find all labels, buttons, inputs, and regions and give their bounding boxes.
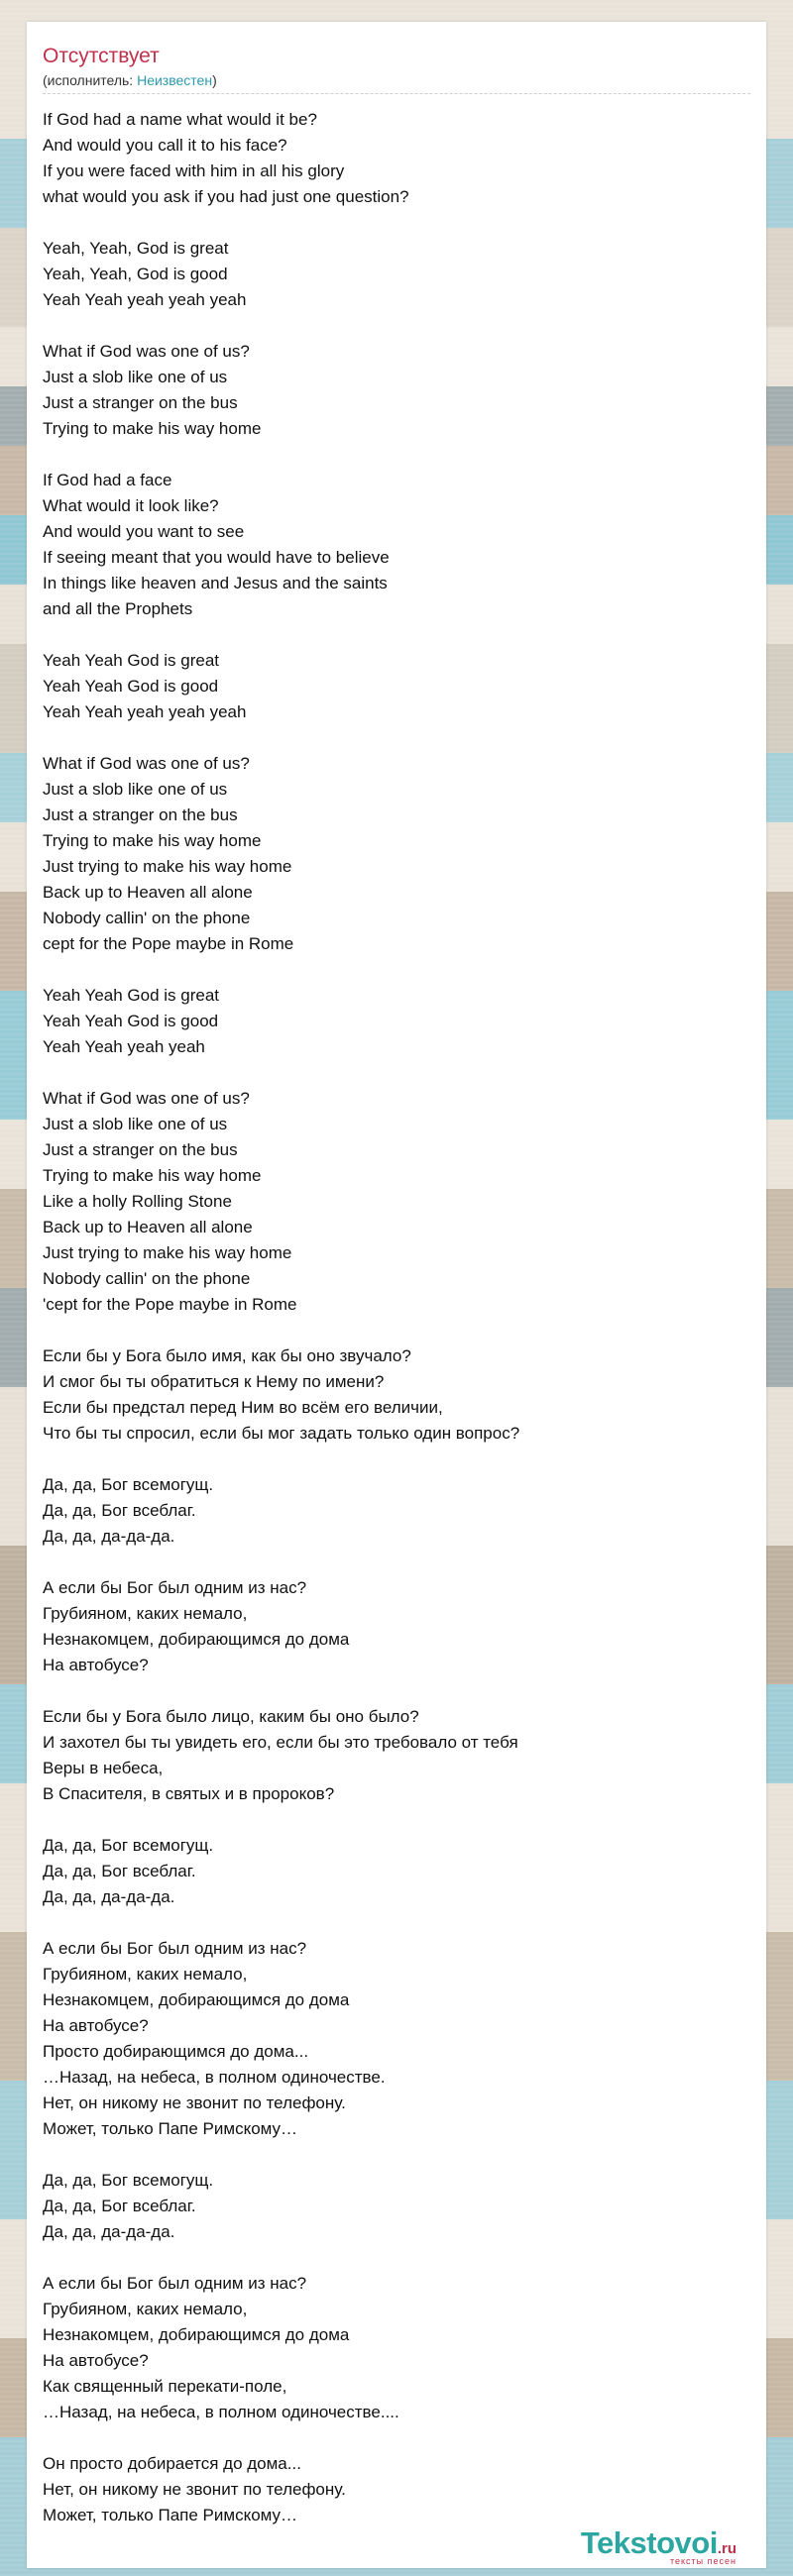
lyric-line: Если бы предстал перед Ним во всём его величии,	[43, 1398, 443, 1417]
lyric-line: В Спасителя, в святых и в пророков?	[43, 1784, 335, 1803]
lyric-line: А если бы Бог был одним из нас?	[43, 2274, 307, 2293]
lyric-line: Веры в небеса,	[43, 1759, 164, 1777]
lyric-line: Yeah Yeah God is good	[43, 1012, 219, 1030]
lyric-line: Back up to Heaven all alone	[43, 883, 253, 902]
stanza-gap	[43, 442, 756, 468]
lyric-line: Да, да, да-да-да.	[43, 1527, 175, 1546]
stanza-gap	[43, 1060, 756, 1086]
logo-main-text: Tekstovoi	[580, 2525, 718, 2560]
lyric-line: Может, только Папе Римскому…	[43, 2119, 298, 2138]
lyric-line: Just a stranger on the bus	[43, 1140, 238, 1159]
lyric-line: what would you ask if you had just one question?	[43, 187, 409, 206]
logo-tld: .ru	[717, 2540, 736, 2557]
lyric-line: Just a stranger on the bus	[43, 393, 238, 412]
lyric-line: In things like heaven and Jesus and the saints	[43, 574, 388, 592]
stanza-gap	[43, 1447, 756, 1472]
lyric-line: На автобусе?	[43, 2016, 149, 2035]
lyric-line: Да, да, Бог всемогущ.	[43, 2171, 214, 2190]
artist-line	[43, 71, 217, 89]
lyric-line: И смог бы ты обратиться к Нему по имени?	[43, 1372, 385, 1391]
lyric-line: What if God was one of us?	[43, 1089, 250, 1108]
stanza-gap	[43, 957, 756, 983]
lyric-line: А если бы Бог был одним из нас?	[43, 1578, 307, 1597]
lyric-line: Trying to make his way home	[43, 831, 262, 850]
lyric-line: Back up to Heaven all alone	[43, 1218, 253, 1236]
lyric-line: Да, да, Бог всеблаг.	[43, 1501, 196, 1520]
lyric-line: Trying to make his way home	[43, 419, 262, 438]
header-divider	[43, 93, 750, 94]
lyric-line: Just a slob like one of us	[43, 368, 228, 386]
lyric-line: What would it look like?	[43, 496, 219, 515]
lyric-line: …Назад, на небеса, в полном одиночестве.	[43, 2068, 386, 2087]
lyric-line: Грубияном, каких немало,	[43, 1965, 248, 1984]
stanza-gap	[43, 2142, 756, 2168]
stanza-gap	[43, 2245, 756, 2271]
artist-prefix: (исполнитель:	[43, 72, 138, 88]
lyric-line: 'cept for the Pope maybe in Rome	[43, 1295, 297, 1314]
stanza-gap	[43, 1910, 756, 1936]
lyric-line: И захотел бы ты увидеть его, если бы это требовало от тебя	[43, 1733, 518, 1752]
lyric-line: Да, да, да-да-да.	[43, 1887, 175, 1906]
lyric-line: На автобусе?	[43, 2351, 149, 2370]
lyric-line: And would you call it to his face?	[43, 136, 287, 155]
lyric-line: Он просто добирается до дома...	[43, 2454, 301, 2473]
logo-tagline: тексты песен	[669, 2556, 736, 2566]
lyric-line: Да, да, Бог всемогущ.	[43, 1836, 214, 1855]
lyric-line: Нет, он никому не звонит по телефону.	[43, 2480, 346, 2499]
lyrics-body	[43, 107, 756, 2528]
stanza-gap	[43, 1550, 756, 1575]
lyric-line: Yeah, Yeah, God is great	[43, 239, 229, 258]
lyric-line: Just trying to make his way home	[43, 1243, 292, 1262]
lyric-line: Yeah Yeah God is great	[43, 986, 220, 1005]
lyric-line: Yeah Yeah God is good	[43, 677, 219, 696]
lyric-line: Просто добирающимся до дома...	[43, 2042, 309, 2061]
lyrics-card	[27, 22, 766, 2568]
lyric-line: …Назад, на небеса, в полном одиночестве....	[43, 2403, 399, 2421]
lyric-line: Да, да, Бог всемогущ.	[43, 1475, 214, 1494]
song-title: Отсутствует	[43, 45, 160, 67]
lyric-line: What if God was one of us?	[43, 342, 250, 361]
lyric-line: Like a holly Rolling Stone	[43, 1192, 232, 1211]
lyric-line: Грубияном, каких немало,	[43, 2300, 248, 2318]
artist-suffix: )	[212, 72, 217, 88]
lyric-line: Нет, он никому не звонит по телефону.	[43, 2093, 346, 2112]
lyric-line: Yeah Yeah God is great	[43, 651, 220, 670]
lyric-line: Если бы у Бога было имя, как бы оно звучало?	[43, 1346, 411, 1365]
lyric-line: Незнакомцем, добирающимся до дома	[43, 2325, 350, 2344]
lyric-line: If you were faced with him in all his glory	[43, 161, 345, 180]
lyric-line: Да, да, Бог всеблаг.	[43, 1862, 196, 1880]
lyric-line: If God had a name what would it be?	[43, 110, 317, 129]
lyric-line: А если бы Бог был одним из нас?	[43, 1939, 307, 1958]
lyric-line: Незнакомцем, добирающимся до дома	[43, 1630, 350, 1649]
lyric-line: Грубияном, каких немало,	[43, 1604, 248, 1623]
lyric-line: Nobody callin' on the phone	[43, 909, 251, 927]
lyric-line: Just a slob like one of us	[43, 780, 228, 799]
lyric-line: Да, да, да-да-да.	[43, 2222, 175, 2241]
lyric-line: Если бы у Бога было лицо, каким бы оно было?	[43, 1707, 419, 1726]
lyric-line: Just a slob like one of us	[43, 1115, 228, 1133]
lyric-line: Может, только Папе Римскому…	[43, 2506, 298, 2524]
lyric-line: Как священный перекати-поле,	[43, 2377, 287, 2396]
stanza-gap	[43, 622, 756, 648]
lyric-line: Что бы ты спросил, если бы мог задать только один вопрос?	[43, 1424, 520, 1443]
lyric-line: and all the Prophets	[43, 599, 193, 618]
lyric-line: cept for the Pope maybe in Rome	[43, 934, 294, 953]
lyric-line: And would you want to see	[43, 522, 245, 541]
lyric-line: Just a stranger on the bus	[43, 805, 238, 824]
stanza-gap	[43, 313, 756, 339]
lyric-line: Trying to make his way home	[43, 1166, 262, 1185]
lyric-line: Yeah Yeah yeah yeah yeah	[43, 290, 247, 309]
stanza-gap	[43, 210, 756, 236]
lyric-line: На автобусе?	[43, 1656, 149, 1674]
site-logo[interactable]	[580, 2525, 736, 2566]
stanza-gap	[43, 2425, 756, 2451]
lyric-line: Да, да, Бог всеблаг.	[43, 2197, 196, 2215]
stanza-gap	[43, 725, 756, 751]
stanza-gap	[43, 1807, 756, 1833]
lyric-line: Nobody callin' on the phone	[43, 1269, 251, 1288]
artist-link[interactable]: Неизвестен	[137, 72, 213, 88]
lyric-line: Yeah, Yeah, God is good	[43, 265, 228, 283]
stanza-gap	[43, 1678, 756, 1704]
lyric-line: Незнакомцем, добирающимся до дома	[43, 1990, 350, 2009]
stanza-gap	[43, 1318, 756, 1343]
lyric-line: Just trying to make his way home	[43, 857, 292, 876]
lyric-line: If God had a face	[43, 471, 172, 489]
lyric-line: If seeing meant that you would have to believe	[43, 548, 390, 567]
lyric-line: What if God was one of us?	[43, 754, 250, 773]
lyric-line: Yeah Yeah yeah yeah yeah	[43, 702, 247, 721]
lyric-line: Yeah Yeah yeah yeah	[43, 1037, 205, 1056]
